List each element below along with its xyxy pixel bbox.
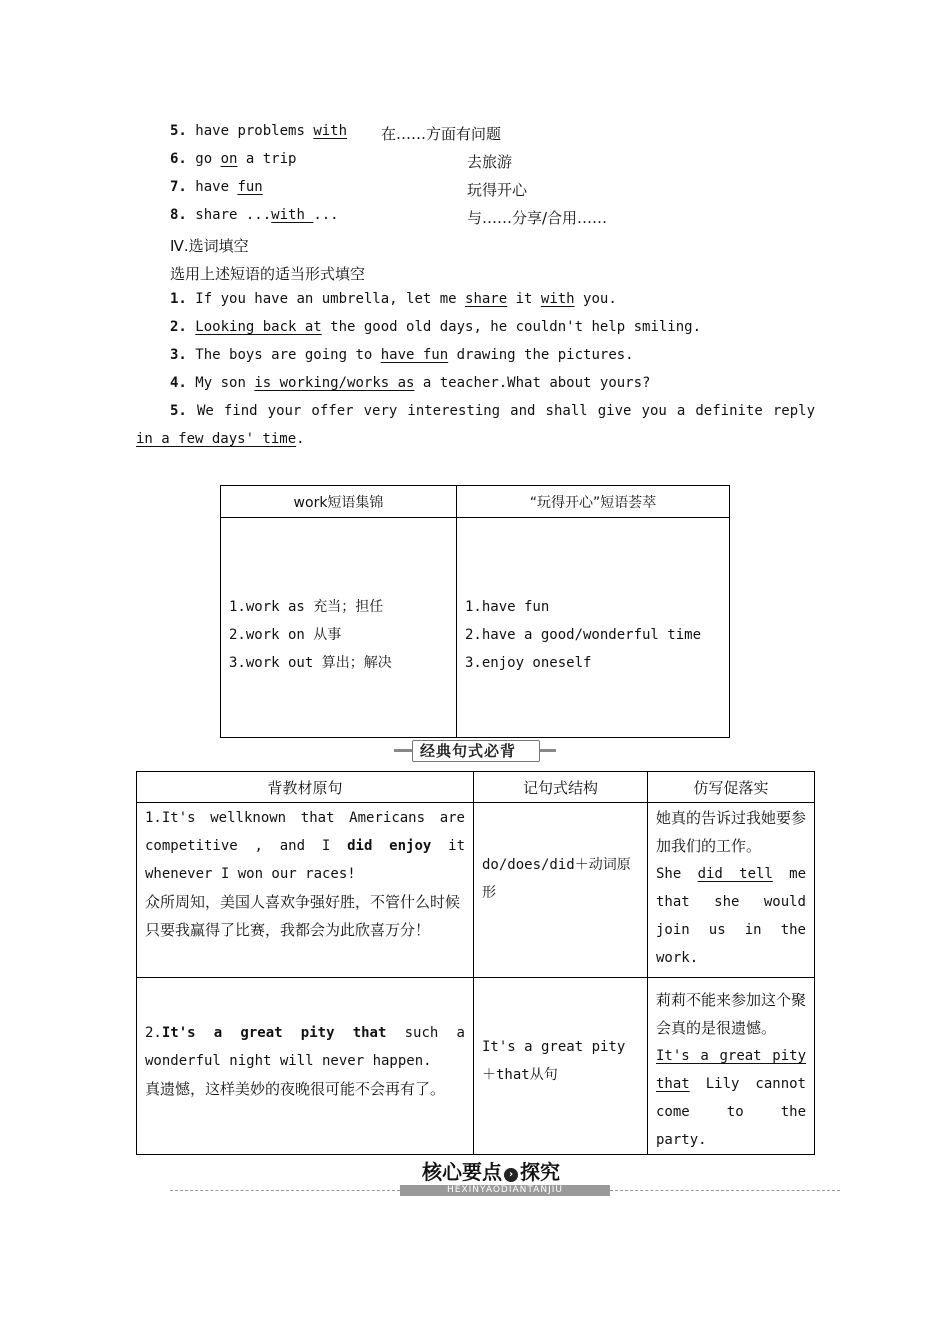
list-item: 3.enjoy oneself <box>465 654 592 671</box>
structure-cell <box>474 978 648 1155</box>
practice-prompt: 她真的告诉过我她要参加我们的工作。 <box>656 809 807 855</box>
structure-text: do/does/did＋动词原形 <box>482 857 631 901</box>
section-banner <box>394 740 556 760</box>
banner-title: 核心要点 › 探究 <box>422 1160 560 1184</box>
phrase-box <box>220 485 730 738</box>
phrase-meaning: 与……分享/合用…… <box>467 209 608 227</box>
core-points-banner <box>170 1156 840 1200</box>
phrase-box-right-cell <box>457 518 730 738</box>
table-row <box>137 803 815 978</box>
sentence-table <box>136 771 815 1155</box>
practice-cell <box>648 978 815 1155</box>
exercise-item-continuation: in a few days' time. <box>136 431 305 447</box>
phrase-meaning: 玩得开心 <box>467 181 528 199</box>
phrase-box-left-cell <box>221 518 457 738</box>
original-sentence-cell <box>137 978 474 1155</box>
original-sentence: 2.It's a great pity that such a wonderful night will never happen. <box>145 1025 465 1069</box>
table-row <box>137 978 815 1155</box>
original-translation: 众所周知，美国人喜欢争强好胜，不管什么时候只要我赢得了比赛，我都会为此欣喜万分！ <box>145 893 461 939</box>
pinyin-strip <box>400 1185 610 1196</box>
exercise-item: 5. We find your offer very interesting and shall give you a definite reply <box>170 403 815 419</box>
banner-pinyin: HEXINYAODIANTANJIU <box>447 1185 563 1195</box>
phrase-meaning: 去旅游 <box>467 153 513 171</box>
practice-answer: It's a great pity that Lily cannot come to the party. <box>656 1048 806 1148</box>
arrow-icon: › <box>504 1168 518 1182</box>
list-item: 2.work on 从事 <box>229 626 342 643</box>
structure-cell <box>474 803 648 978</box>
phrase-item: 5. have problems with <box>170 123 348 139</box>
phrase-box-right-header: “玩得开心”短语荟萃 <box>457 486 730 518</box>
original-translation: 真遗憾，这样美妙的夜晚很可能不会再有了。 <box>145 1080 446 1098</box>
list-item: 1.work as 充当；担任 <box>229 598 384 615</box>
column-header: 仿写促落实 <box>648 772 815 803</box>
exercise-item: 1. If you have an umbrella, let me share it with you. <box>170 291 617 307</box>
phrase-item: 8. share ...with ... <box>170 207 339 223</box>
section-instruction: 选用上述短语的适当形式填空 <box>170 265 366 283</box>
original-sentence-cell <box>137 803 474 978</box>
column-header: 背教材原句 <box>137 772 474 803</box>
phrase-item: 7. have fun <box>170 179 263 195</box>
phrase-box-left-header: work短语集锦 <box>221 486 457 518</box>
original-sentence: 1.It's wellknown that Americans are competitive , and I did enjoy it whenever I won our races! <box>145 810 466 882</box>
exercise-item: 4. My son is working/works as a teacher.What about yours? <box>170 375 651 391</box>
practice-answer: She did tell me that she would join us in the work. <box>656 866 806 966</box>
list-item: 2.have a good/wonderful time <box>465 626 702 643</box>
banner-title: 经典句式必背 <box>420 742 517 760</box>
practice-prompt: 莉莉不能来参加这个聚会真的是很遗憾。 <box>656 991 807 1037</box>
structure-text: It's a great pity＋that从句 <box>482 1039 626 1083</box>
exercise-item: 3. The boys are going to have fun drawing the pictures. <box>170 347 634 363</box>
section-title: Ⅳ.选词填空 <box>170 237 249 255</box>
exercise-item: 2. Looking back at the good old days, he couldn't help smiling. <box>170 319 702 335</box>
list-item: 1.have fun <box>465 598 550 615</box>
list-item: 3.work out 算出；解决 <box>229 654 392 671</box>
phrase-item: 6. go on a trip <box>170 151 297 167</box>
phrase-meaning: 在……方面有问题 <box>381 125 502 143</box>
column-header: 记句式结构 <box>474 772 648 803</box>
practice-cell <box>648 803 815 978</box>
